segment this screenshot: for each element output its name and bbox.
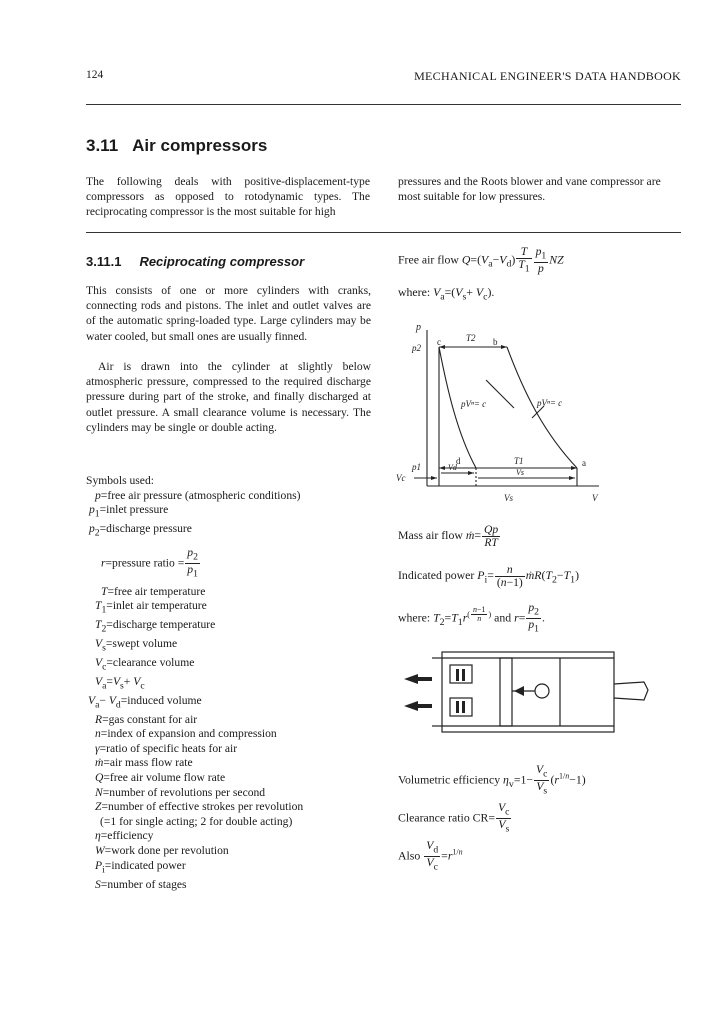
sym-T: T=free air temperature bbox=[101, 584, 206, 598]
sym-gamma: γ=ratio of specific heats for air bbox=[95, 741, 238, 755]
pv-diagram bbox=[394, 318, 614, 508]
eq-indicated-power: Indicated power $P_i=$ $\frac{n}{(n-1)}$ $ṁR(T_2-T_1)$ bbox=[398, 563, 579, 589]
intro-left: The following deals with positive-displacement-type compressors as opposed to rotodynamic types. The reciprocating compressor is the most suitable for high bbox=[86, 175, 370, 219]
sym-n: n=index of expansion and compression bbox=[95, 727, 277, 741]
cylinder-sketch bbox=[396, 646, 656, 742]
sym-p1: $p_1=inlet$ pressure bbox=[89, 503, 169, 520]
cylinder-outline bbox=[442, 652, 614, 732]
eq-where-t2: where: $T_2=T_1r^{( \frac{n-1}{n} )}$ and r= $\frac{p_2}{p_1}$ . bbox=[398, 601, 545, 635]
eq-free-air-flow: Free air flow $Q=(V_a-V_d)$ $\frac{T}{T_1}$ $\frac{p_1}{p}$ NZ bbox=[398, 245, 564, 276]
label-V: V bbox=[592, 493, 598, 503]
para-2: Air is drawn into the cylinder at slightly below atmospheric pressure, compressed to the required discharge pressure during part of the stroke, and finally discharged at outlet pressure. A small clearance volume is necessary. The cylinders may be single or double acting. bbox=[86, 360, 371, 434]
sym-eta: η=efficiency bbox=[95, 829, 154, 843]
sym-Q: Q=free air volume flow rate bbox=[95, 771, 226, 785]
sym-R: R=gas constant for air bbox=[95, 712, 198, 726]
subsection-title bbox=[86, 254, 304, 269]
sym-Z-note: (=1 for single acting; 2 for double acting) bbox=[100, 814, 293, 828]
label-curve-top: pVⁿ= c bbox=[461, 399, 487, 409]
label-curve-right: pVⁿ= c bbox=[537, 398, 563, 408]
sym-Vc: $V_c=clearance$ volume bbox=[95, 655, 195, 673]
subsection-title-text: Reciprocating compressor bbox=[139, 254, 305, 269]
sym-W: W=work done per revolution bbox=[95, 844, 229, 857]
sym-Pi: $P_i=indicated$ power bbox=[95, 858, 186, 875]
crank-shaft bbox=[614, 682, 648, 700]
section-title bbox=[86, 136, 267, 156]
sym-T1: $T_1=inlet$ air temperature bbox=[95, 599, 207, 616]
label-Vs-axis: Vs bbox=[504, 493, 513, 503]
label-p1: p1 bbox=[412, 462, 421, 472]
sym-r: r=pressure ratio = $\frac{p_2}{p_1}$ bbox=[101, 546, 198, 580]
sym-Z: Z=number of effective strokes per revolution bbox=[95, 800, 304, 814]
label-d: d bbox=[456, 456, 461, 466]
label-a: a bbox=[582, 458, 586, 468]
label-Vs-top: Vs bbox=[516, 468, 524, 477]
label-p2: p2 bbox=[412, 343, 421, 353]
eq-mass-flow: Mass air flow ṁ= $\frac{Qp}{RT}$ bbox=[398, 523, 499, 549]
symbols-list bbox=[86, 474, 303, 892]
eq-where-va: where: $V_a=(V_s+ V_c)$. bbox=[398, 285, 495, 303]
sym-p2: $p_2=discharge$ pressure bbox=[89, 522, 192, 539]
section-rule bbox=[86, 232, 681, 233]
label-b: b bbox=[493, 337, 498, 347]
section-title-text: Air compressors bbox=[132, 136, 268, 155]
para-1: This consists of one or more cylinders with cranks, connecting rods and pistons. The inlet and outlet valves are of the automatic spring-loaded type. Large cylinders may be water cooled, but small ones are usually finned. bbox=[86, 284, 371, 343]
sym-Va: $V_a=V_s+ V_c$ bbox=[95, 674, 145, 692]
symbols-heading: Symbols used: bbox=[86, 474, 154, 487]
label-Vd: Vd bbox=[448, 463, 457, 472]
page-number: 124 bbox=[86, 69, 104, 81]
sym-p: p=free air pressure (atmospheric conditions) bbox=[95, 488, 301, 502]
sym-S: S=number of stages bbox=[95, 877, 187, 891]
eq-also: Also $\frac{V_d}{V_c}$ $=r^{1/n}$ bbox=[398, 839, 463, 873]
sym-Vd: $V_a-$ $V_d=induced$ volume bbox=[88, 693, 202, 711]
sym-N: N=number of revolutions per second bbox=[95, 785, 266, 799]
intro-right: pressures and the Roots blower and vane compressor are most suitable for low pressures. bbox=[398, 175, 661, 204]
label-c: c bbox=[437, 337, 441, 347]
eq-vol-eff: Volumetric efficiency $\eta_v=1-$ $\frac{V_c}{V_s}$ $(r^{1/n}-1)$ bbox=[398, 763, 586, 797]
eq-clearance: Clearance ratio CR= $\frac{V_c}{V_s}$ bbox=[398, 801, 510, 835]
label-T2: T2 bbox=[466, 333, 476, 343]
sym-m: ṁ=air mass flow rate bbox=[95, 756, 193, 770]
subsection-number: 3.11.1 bbox=[86, 254, 122, 269]
running-title: MECHANICAL ENGINEER'S DATA HANDBOOK bbox=[414, 69, 681, 83]
piston bbox=[500, 658, 512, 726]
crank-pin bbox=[535, 684, 549, 698]
header-rule bbox=[86, 104, 681, 105]
sym-Vs: $V_s=swept$ volume bbox=[95, 637, 178, 654]
label-Vc: Vc bbox=[396, 473, 406, 483]
label-p: p bbox=[416, 322, 421, 333]
label-T1: T1 bbox=[514, 456, 524, 466]
sym-T2: $T_2=discharge$ temperature bbox=[95, 618, 216, 635]
section-number: 3.11 bbox=[86, 136, 119, 155]
